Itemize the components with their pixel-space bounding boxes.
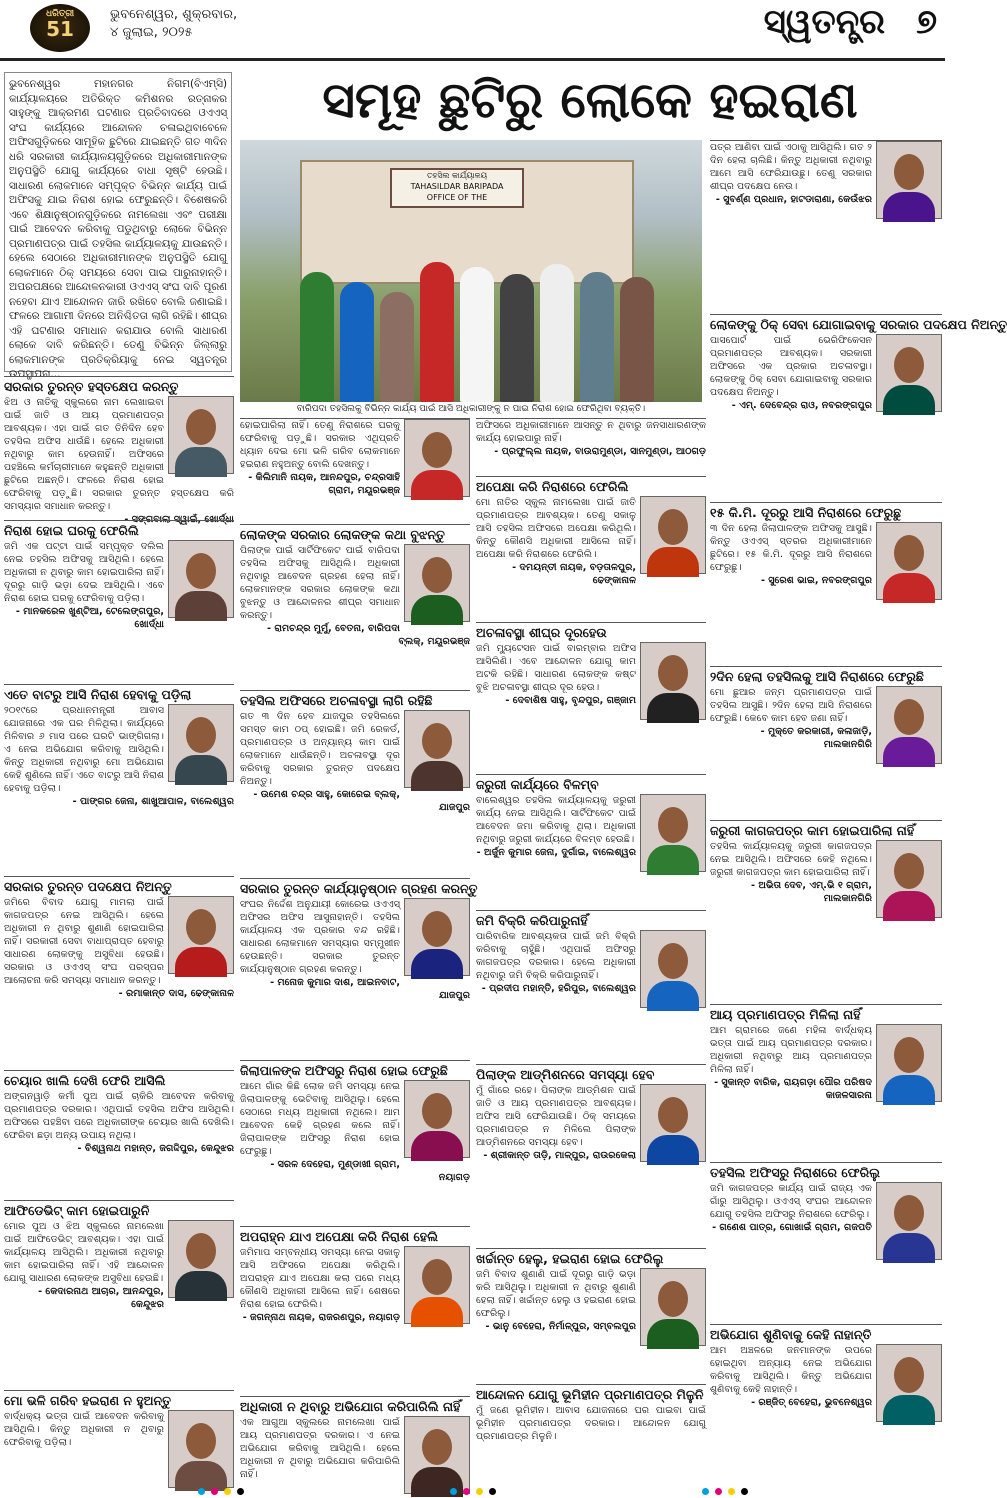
photo-caption: ବାରିପଦା ତହସିଲକୁ ବିଭିନ୍ନ କାର୍ଯ୍ୟ ପାଇଁ ଆସି ଅଧିକାରୀଙ୍କୁ ନ ପାଇ ନିରାଶ ହୋଇ ଫେରିଥିବା ବ୍ୟକ୍ତି। — [296, 404, 646, 414]
article-byline: - ମାନକରେଳ ଖୁଣ୍ଟିଆ, ଟେଲେଙ୍ଗପୁର, ଖୋର୍ଦ୍ଧା — [15, 606, 164, 630]
face — [658, 807, 688, 843]
article-byline: - ଅଭିତା ଦେବ, ଏମ୍.ଭି ୧ ଗ୍ରାମ, ମାଲକାନଗିରି — [751, 880, 872, 904]
article-body: ପାସପୋର୍ଟ ପାଇଁ ଭେରିଫିକେସନ ପ୍ରମାଣପତ୍ର ଆବଶ୍ୟକ। ସରକାରୀ ଅଫିସରେ ଏକ ପ୍ରକାର ଅଚଳାବସ୍ଥା। ଲୋକଙ୍କୁ ଠିକ୍ ସେବା ଯୋଗାଇବାକୁ ସରକାର ପଦକ୍ଷେପ ନିଅନ୍ତୁ। — [710, 335, 872, 398]
torso — [411, 470, 463, 500]
letter-article — [476, 1248, 706, 1381]
face — [186, 717, 216, 753]
face — [422, 911, 452, 947]
article-byline: - ଉମେଶ ଚନ୍ଦ୍ର ସାହୁ, କୋରେଇ ବ୍ଲକ୍, ଯାଜପୁର — [253, 789, 470, 813]
article-headline: ଆନ୍ଦୋଳନ ଯୋଗୁ ଭୂମିହୀନ ପ୍ରମାଣପତ୍ର ମିଳୁନି — [476, 1387, 704, 1402]
article-headline: ଲୋକଙ୍କୁ ଠିକ୍ ସେବା ଯୋଗାଇବାକୁ ସରକାର ପଦକ୍ଷେପ ନିଅନ୍ତୁ — [710, 317, 1007, 332]
article-body: ପାରିବାରିକ ଆବଶ୍ୟକତା ପାଇଁ ଜମି ବିକ୍ରି କରିବାକୁ ଚାହୁଁଛି। ଏଥିପାଇଁ ଅଫିସରୁ କାଗଜପତ୍ର ଦରକାର। ହେଲେ ଅଧିକାରୀ ନଥିବାରୁ ଜମି ବିକ୍ରି କରିପାରୁନାହିଁ। — [476, 931, 636, 981]
torso — [883, 1075, 935, 1105]
person-photo — [876, 334, 942, 412]
torso — [411, 761, 463, 791]
person-figure — [420, 262, 454, 402]
torso — [175, 947, 227, 977]
black-mark — [237, 1488, 244, 1495]
article-body: ମୋ ଛୁଆର ଜନ୍ମ ପ୍ରମାଣପତ୍ର ପାଇଁ ତହସିଲ ଆସୁଛି। ୨ଦିନ ହେଲା ଆସି ନିରାଶରେ ଫେରୁଛି। କେବେ କାମ ହେବ ଜଣା ନାହିଁ। — [710, 687, 872, 724]
article-body: ଗତ ୩ ଦିନ ହେବ ଯାଜପୁର ତହସିଲରେ ସମସ୍ତ କାମ ଠପ୍ ହୋଇଛି। ଜମି ରେକର୍ଡ, ପ୍ରମାଣପତ୍ର ଓ ଅନ୍ୟାନ୍ୟ କାମ ପାଇଁ ଲୋକମାନେ ଧାଉଁଛନ୍ତି। ଅଚଳାବସ୍ଥା ଦୂର କରିବାକୁ ସରକାର ତୁରନ୍ତ ପଦକ୍ଷେପ ନିଅନ୍ତୁ। — [240, 711, 400, 787]
article-headline: ସରକାର ତୁରନ୍ତ ପଦକ୍ଷେପ ନିଅନ୍ତୁ — [4, 879, 172, 894]
torso — [175, 447, 227, 477]
article-body: ଜମି କାଗଜପତ୍ର କାର୍ଯ୍ୟ ପାଇଁ ରାଜ୍ୟ ଏକ ଗାଁରୁ ଆସିଥିଲୁ। ଓଏଏସ୍ ସଂଘର ଆନ୍ଦୋଳନ ଯୋଗୁ ତହସିଲ ଅଫିସରୁ ନିରାଶରେ ଫେରିଲୁ। — [710, 1183, 872, 1220]
article-headline: ତହସିଲ ଅଫିସରୁ ନିରାଶରେ ଫେରିଲୁ — [710, 1165, 880, 1180]
article-byline: - କିଲିମାନି ନାୟକ, ଆନନ୍ଦପୁର, ଚନ୍ଦ୍ରସାହି ଗ୍ରାମ, ମୟୂରଭଞ୍ଜ — [248, 472, 400, 496]
torso — [647, 547, 699, 577]
torso — [175, 1271, 227, 1301]
article-body: ଆମ ଗ୍ରାମରେ ଜଣେ ମହିଳା ବାର୍ଦ୍ଧକ୍ୟ ଭତ୍ତା ପାଇଁ ଆୟ ପ୍ରମାଣପତ୍ର ଦରକାର। ଅଧିକାରୀ ନଥିବାରୁ ଆୟ ପ୍ରମାଣପତ୍ର ମିଳିଲା ନାହିଁ। — [710, 1025, 872, 1075]
person-photo — [404, 1416, 470, 1494]
person-photo — [168, 540, 234, 618]
registration-marks — [0, 1486, 945, 1498]
letter-article — [240, 690, 470, 875]
article-headline: ମୋ ଭଳି ଗରିବ ହଇରାଣ ନ ହୁଅନ୍ତୁ — [4, 1393, 172, 1408]
face — [658, 509, 688, 545]
letter-article — [710, 1162, 942, 1321]
torso — [647, 981, 699, 1011]
anniversary-logo — [30, 4, 90, 52]
article-body: ବାଲେଶ୍ୱର ତହସିଲ କାର୍ଯ୍ୟାଳୟକୁ ଜରୁରୀ କାର୍ଯ୍ୟ ନେଇ ଆସିଥିଲି। ସାର୍ଟିଫିକେଟ ପାଇଁ ଆବେଦନ ଜମା କରିବାକୁ ଥିଲା। ଅଧିକାରୀ ନଥିବାରୁ ଜରୁରୀ କାର୍ଯ୍ୟରେ ବିଳମ୍ବ ହେଉଛି। — [476, 795, 636, 845]
person-photo — [876, 840, 942, 918]
article-body: ସଂଘର ନିର୍ଦ୍ଦେଶ ଅନୁଯାୟୀ କୋରେଇ ଓଏଏସ୍ ଅଫିସର ଅଫିସ ଆସୁନାହାନ୍ତି। ତହସିଲ କାର୍ଯ୍ୟାଳୟ ଏକ ପ୍ରକାର ବନ୍ଦ ରହିଛି। ସାଧାରଣ ଲୋକମାନେ ସମସ୍ୟାର ସମ୍ମୁଖୀନ ହେଉଛନ୍ତି। ସରକାର ତୁରନ୍ତ କାର୍ଯ୍ୟାନୁଷ୍ଠାନ ଗ୍ରହଣ କରନ୍ତୁ। — [240, 899, 400, 975]
person-photo — [876, 522, 942, 600]
article-headline: ତହସିଲ ଅଫିସରେ ଅଚଳାବସ୍ଥା ଲାଗି ରହିଛି — [240, 693, 433, 708]
letter-article — [4, 1070, 234, 1197]
intro-story: ଭୁବନେଶ୍ୱର ମହାନଗର ନିଗମ(ବିଏମ୍ସି) କାର୍ଯ୍ୟାଳୟରେ ଅତିରିକ୍ତ କମିଶନର ରତ୍ନାକର ସାହୁଙ୍କୁ ଆକ୍ରମଣ ଘଟଣାର ପ୍ରତିବାଦରେ ଓଏଏସ୍ ସଂଘ କାର୍ଯ୍ୟରେ ଆନ୍ଦୋଳନ ଚଳାଇଥିବାବେଳେ ଅଫିସଗୁଡ଼ିକରେ ସାମୂହିକ ଛୁଟିରେ ଯାଇଛନ୍ତି ଗତ ୩ଦିନ ଧରି ସରକାରୀ କାର୍ଯ୍ୟାଳୟଗୁଡ଼ିକରେ ଅଧିକାରୀମାନଙ୍କ ଅନୁପସ୍ଥିତି ଯୋଗୁ କାର୍ଯ୍ୟରେ ବାଧା ସୃଷ୍ଟି ହେଉଛି। ସାଧାରଣ ଲୋକମାନେ ସମ୍ପୃକ୍ତ ବିଭିନ୍ନ କାର୍ଯ୍ୟ ପାଇଁ ଅଫିସକୁ ଯାଇ ନିରାଶ ହୋଇ ଫେରୁଛନ୍ତି। ବିଶେଷକରି ଏବେ ଶିକ୍ଷାନୁଷ୍ଠାନଗୁଡ଼ିକରେ ନାମଲେଖା ଏବଂ ପରୀକ୍ଷା ପାଇଁ ଆବେଦନ କରିବାକୁ ପଡୁଥିବାରୁ ଲୋକେ ବିଭିନ୍ନ ପ୍ରମାଣପତ୍ର ପାଇଁ ତହସିଲ କାର୍ଯ୍ୟାଳୟକୁ ଯାଉଛନ୍ତି। ହେଲେ ସେଠାରେ ଅଧିକାରୀମାନଙ୍କ ଅନୁପସ୍ଥିତି ଯୋଗୁ ଲୋକମାନେ ଠିକ୍ ସମୟରେ ସେବା ପାଇ ପାରୁନାହାନ୍ତି। ଅପରପକ୍ଷରେ ଆନ୍ଦୋଳନକାରୀ ଓଏଏସ୍ ସଂଘ ଦାବି ପୂରଣ ନହେବା ଯାଏ ଆନ୍ଦୋଳନ ଜାରି ରଖିବେ ବୋଲି ଜଣାଇଛି। ଫଳରେ ଆଗାମୀ ଦିନରେ ଅନିଶ୍ଚିତତା ଲାଗି ରହିଛି। ଶୀଘ୍ର ଏହି ଘଟଣାର ସମାଧାନ କରାଯାଉ ବୋଲି ସାଧାରଣ ଲୋକେ ଦାବି କରିଛନ୍ତି। ତେଣୁ ବିଭିନ୍ନ ଜିଲ୍ଲାରୁ ଲୋକମାନଙ୍କ ପ୍ରତିକ୍ରିୟାକୁ ନେଇ ସ୍ୱତନ୍ତ୍ର ଉପସ୍ଥାପନା... — [4, 72, 232, 372]
article-body: ଜମିରେ ବିବାଦ ଯୋଗୁ ମାମଲା ପାଇଁ କାଗଜପତ୍ର ନେଇ ଆସିଥିଲି। ହେଲେ ଅଧିକାରୀ ନ ଥିବାରୁ ଶୁଣାଣି ହୋଇପାରିଲା ନାହିଁ। ସରକାରୀ ସେବା ବାଧାପ୍ରାପ୍ତ ହେବାରୁ ସାଧାରଣ ଲୋକଙ୍କୁ ଅସୁବିଧା ହେଉଛି। ସରକାର ଓ ଓଏଏସ୍ ସଂଘ ପରସ୍ପର ଆଲୋଚନା କରି ସମସ୍ୟା ସମାଧାନ କରନ୍ତୁ। — [4, 897, 164, 986]
face — [422, 1093, 452, 1129]
article-body: ହୋଇପାରିଲା ନାହିଁ। ତେଣୁ ନିରାଶରେ ଘରକୁ ଫେରିବାକୁ ପଡ଼ୁଛି। ସରକାର ଏଥିପ୍ରତି ଧ୍ୟାନ ଦେଇ ମୋ ଭଳି ଗରିବ ଲୋକମାନେ ହଇରାଣ ନହୁଅନ୍ତୁ ବୋଲି ଦେଖନ୍ତୁ। — [240, 420, 400, 470]
letter-article — [4, 876, 234, 1067]
article-headline: ଖର୍ଚ୍ଚାନ୍ତ ହେଲୁ, ହଇରାଣ ହୋଇ ଫେରିଲୁ — [476, 1251, 664, 1266]
article-body: ପତ୍ର ଆଣିବା ପାଇଁ ଏଠାକୁ ଆସିଥିଲି। ଗତ ୨ ଦିନ ହେଲା ଚାଲିଛି। କିନ୍ତୁ ଅଧିକାରୀ ନଥିବାରୁ ଆମେ ଆସି ଫେରିଯାଉଛୁ। ତେଣୁ ସରକାର ଶୀଘ୍ର ପଦକ୍ଷେପ ନେଉ। — [710, 142, 872, 192]
article-byline: - ଭାନୁ ବେହେରା, ନିର୍ମାଳ୍ପୁର, ସମ୍ବଲପୁର — [485, 1321, 636, 1332]
article-body: ଅଙ୍ଗନୱାଡ଼ି କର୍ମୀ ପୁଅ ପାଇଁ ଚାକିରି ଆବେଦନ କରିବାକୁ ପ୍ରମାଣପତ୍ର ଦରକାର। ଏଥିପାଇଁ ତହସିଲ ଅଫିସ ଆସିଥିଲି। ଅଫିସରେ ପହଞ୍ଚିବା ପରେ ଅଧିକାରୀଙ୍କ ଚେୟାର ଖାଲି ଦେଖିଲି। ଫେରିବା ଛଡ଼ା ଅନ୍ୟ ଉପାୟ ନଥିଲା। — [4, 1091, 234, 1141]
magenta-mark — [211, 1488, 218, 1495]
group-of-people — [240, 252, 702, 402]
article-headline: ସରକାର ତୁରନ୍ତ ହସ୍ତକ୍ଷେପ କରନ୍ତୁ — [4, 379, 179, 394]
article-body: ମୁଁ ଗାଁରେ ରହେ। ପିଲାଙ୍କ ଆଡ୍ମିଶନ ପାଇଁ ଜାତି ଓ ଆୟ ପ୍ରମାଣପତ୍ର ଆବଶ୍ୟକ। ଅଫିସ ଆସି ଫେରିଯାଉଛି। ଠିକ୍ ସମୟରେ ପ୍ରମାଣପତ୍ର ନ ମିଳିଲେ ପିଲାଙ୍କ ଆଡ୍ମିଶନରେ ସମସ୍ୟା ହେବ। — [476, 1085, 636, 1148]
article-headline: ଆଫିଡେଭିଟ୍ କାମ ହୋଇପାରୁନି — [4, 1203, 150, 1218]
article-headline: ଜିଲାପାଳଙ୍କ ଅଫିସରୁ ନିରାଶ ହୋଇ ଫେରୁଛି — [240, 1063, 448, 1078]
logo-number: 51 — [46, 17, 74, 41]
person-photo — [404, 898, 470, 976]
person-figure — [580, 272, 614, 402]
article-byline: - ଶ୍ରୀକାନ୍ତ ତାଡ଼ି, ମାଳ୍ପୁର, ରାଉରକେଲା — [483, 1150, 636, 1161]
letter-article — [4, 684, 234, 873]
torso — [175, 755, 227, 785]
article-body: ୩ ଦିନ ହେଲା ଜିଲାପାଳଙ୍କ ଅଫିସକୁ ଆସୁଛି। କିନ୍ତୁ ଓଏଏସ୍ ସ୍ତରର ଅଧିକାରୀମାନେ ଛୁଟିରେ। ୧୫ କି.ମି. ଦୂରରୁ ଆସି ନିରାଶରେ ଫେରୁଛୁ। — [710, 523, 872, 573]
face — [186, 409, 216, 445]
article-byline: - ସୁରେଶ ଭାଇ, ନବରଙ୍ଗପୁର — [760, 575, 872, 586]
letter-article — [4, 376, 234, 525]
person-figure — [620, 277, 654, 402]
logo-title: ଧରିତ୍ରୀ — [45, 9, 75, 19]
article-headline: ଲୋକଙ୍କ ସରକାର ଲୋକଙ୍କ କଥା ବୁଝନ୍ତୁ — [240, 527, 445, 542]
face — [658, 655, 688, 691]
torso — [883, 1395, 935, 1425]
letter-article — [710, 666, 942, 817]
torso — [175, 591, 227, 621]
person-photo — [876, 1344, 942, 1422]
article-body: ମୋର ପୁଅ ଓ ଝିଅ ସ୍କୁଲରେ ନାମଲେଖା ପାଇଁ ଆଫିଡେଭିଟ୍ ଆବଶ୍ୟକ। ଏହା ପାଇଁ କାର୍ଯ୍ୟାଳୟ ଆସିଥିଲି। ଅଧିକାରୀ ନଥିବାରୁ କାମ ହୋଇପାରିଲା ନାହିଁ। ଏହି ଆନ୍ଦୋଳନ ଯୋଗୁ ସାଧାରଣ ଲୋକଙ୍କ ଅସୁବିଧା ହେଉଛି। — [4, 1221, 164, 1284]
letter-article — [240, 1060, 470, 1223]
article-byline: - ଦମୟନ୍ତୀ ନାୟକ, ବଡ଼ତାଳପୁର, ଢେଙ୍କାନାଳ — [512, 562, 636, 586]
torso — [647, 845, 699, 875]
article-body: ଆମ ଅଞ୍ଚଳରେ ଜନମାନଙ୍କ ଉପରେ ହୋଇଥିବା ଅନ୍ୟାୟ ନେଇ ଅଭିଯୋଗ କରିବାକୁ ଆସିଥିଲି। କିନ୍ତୁ ଅଭିଯୋଗ ଶୁଣିବାକୁ କେହି ନାହାନ୍ତି। — [710, 1345, 872, 1395]
article-body: ଜମି ବିବାଦ ଶୁଣାଣି ପାଇଁ ଦୂରରୁ ଗାଡ଼ି ଭଡ଼ା କରି ଆସିଥିଲୁ। ଅଧିକାରୀ ନ ଥିବାରୁ ଶୁଣାଣି ହେଲା ନାହିଁ। ଖର୍ଚ୍ଚାନ୍ତ ହେଲୁ ଓ ହଇରାଣ ହୋଇ ଫେରିଲୁ। — [476, 1269, 636, 1319]
person-photo — [168, 1410, 234, 1488]
letter-article — [710, 314, 1007, 499]
article-byline: - ପ୍ରଫୁଲ୍ଲ ନାୟକ, ବାଉରାମୁଣ୍ଡା, ସାନମୁଣ୍ଡା, ଆଠଗଡ଼ — [494, 446, 706, 457]
face — [186, 909, 216, 945]
torso — [411, 1131, 463, 1161]
article-byline: - ପ୍ରଦୀପ ମହାନ୍ତି, ହରିପୁର, ବାଲେଶ୍ୱର — [481, 983, 636, 994]
letter-article — [710, 502, 942, 663]
article-body: ପିଲାଙ୍କ ପାଇଁ ସାର୍ଟିଫିକେଟ ପାଇଁ ବାରିପଦା ତହସିଲ ଅଫିସକୁ ଆସିଥିଲି। ଅଧିକାରୀ ନଥିବାରୁ ଆବେଦନ ଗ୍ରହଣ ହେଲା ନାହିଁ। ଲୋକମାନଙ୍କ ସରକାର ଲୋକଙ୍କ କଥା ବୁଝନ୍ତୁ ଓ ଆନ୍ଦୋଳନର ଶୀଘ୍ର ସମାଧାନ କରନ୍ତୁ। — [240, 545, 400, 621]
article-body: ମୋ ନାତିର ସ୍କୁଲ ନାମଲେଖା ପାଇଁ ଜାତି ପ୍ରମାଣପତ୍ର ଆବଶ୍ୟକ। ତେଣୁ ସକାଳୁ ଆସି ତହସିଲ ଅଫିସରେ ଅପେକ୍ଷା କରିଥିଲି। କିନ୍ତୁ କୌଣସି ଅଧିକାରୀ ଆସିଲେ ନାହିଁ। ଅପେକ୍ଷା କରି ନିରାଶରେ ଫେରିଲି। — [476, 497, 636, 560]
lead-photo — [240, 140, 702, 402]
letter-article — [4, 1200, 234, 1387]
torso — [647, 1135, 699, 1165]
article-headline: ଅପରାହ୍ନ ଯାଏ ଅପେକ୍ଷା କରି ନିରାଶ ହେଲି — [240, 1229, 438, 1244]
letter-article — [240, 418, 470, 521]
letter-article — [240, 1226, 470, 1393]
torso — [883, 573, 935, 603]
article-body: ଅଫିସରେ ଅଧିକାରୀମାନେ ଆସନ୍ତୁ ନ ଥିବାରୁ ଜନସାଧାରଣଙ୍କ କାର୍ଯ୍ୟ ହୋଇପାରୁ ନାହିଁ। — [476, 420, 706, 444]
torso — [883, 891, 935, 921]
person-photo — [640, 1268, 706, 1346]
letter-article — [476, 418, 706, 473]
letter-article — [4, 1390, 234, 1485]
article-byline: - ମୁକ୍ତେ କରକାରୀ, କଳାଜାଡ଼ି, ମାଲକାନଗିରି — [760, 726, 872, 750]
person-photo — [404, 1080, 470, 1158]
face — [186, 553, 216, 589]
face — [894, 535, 924, 571]
article-body: ଆମେ ଗାଁର କିଛି ଲୋକ ଜମି ସମସ୍ୟା ନେଇ ଜିଲାପାଳଙ୍କୁ ଭେଟିବାକୁ ଆସିଥିଲୁ। ହେଲେ ସେଠାରେ ମଧ୍ୟ ଅଧିକାରୀ ନଥିଲେ। ଆମ ଆବେଦନ କେହି ଗ୍ରହଣ କଲେ ନାହିଁ। ଜିଲାପାଳଙ୍କ ଅଫିସରୁ ନିରାଶ ହୋଇ ଫେରୁଛୁ। — [240, 1081, 400, 1157]
article-body: ଏକ ଆଗୁଆ ସ୍କୁଲରେ ନାମଲେଖା ପାଇଁ ଆୟ ପ୍ରମାଣପତ୍ର ଦରକାର। ଏ ନେଇ ଅଭିଯୋଗ କରିବାକୁ ଆସିଥିଲି। ହେଲେ ଅଧିକାରୀ ନ ଥିବାରୁ ଅଭିଯୋଗ କରିପାରିଲି ନାହିଁ। — [240, 1417, 400, 1480]
letter-article — [710, 820, 942, 1001]
person-photo — [168, 704, 234, 782]
face — [894, 347, 924, 383]
letter-article — [4, 520, 234, 681]
article-byline: - ସୁବର୍ଣ୍ଣ ପ୍ରଧାନ, ହାଟଡାରାଣା, କେଉଁଝର — [715, 194, 872, 205]
letter-article — [710, 140, 942, 311]
magenta-mark — [463, 1488, 470, 1495]
person-figure — [380, 292, 414, 402]
article-headline: ସରକାର ତୁରନ୍ତ କାର୍ଯ୍ୟାନୁଷ୍ଠାନ ଗ୍ରହଣ କରନ୍ତୁ — [240, 881, 478, 896]
person-photo — [404, 1246, 470, 1324]
torso — [647, 693, 699, 723]
person-photo — [640, 642, 706, 720]
page-number: ୭ — [916, 2, 937, 42]
torso — [411, 1297, 463, 1327]
letter-article — [476, 774, 706, 907]
article-byline: - ସୁକାନ୍ତ ବାରିକ, ରାୟଗଡ଼ା ପୌର ପରିଷଦ କାଜଳସାରନା — [714, 1077, 872, 1101]
article-byline: - ରମାକାନ୍ତ ଦାସ, ଢେଙ୍କାନାଳ — [118, 988, 234, 999]
person-photo — [404, 544, 470, 622]
article-byline: - ପାଙ୍ଗର ଜେନା, ଶାଖୁଆପାଳ, ବାଲେଶ୍ୱର — [72, 796, 234, 807]
article-byline: - ଅର୍ଜୁନ କୁମାର ଜେନା, ଦୁର୍ଗାଇ, ବାଲେଶ୍ୱର — [476, 847, 636, 858]
article-byline: - ସଙ୍ଗବାଲା ସ୍ୱାଇଁ, ଖୋର୍ଦ୍ଧା — [124, 514, 234, 525]
article-body: ତହସିଲ କାର୍ଯ୍ୟାଳୟକୁ ଜରୁରୀ କାଗଜପତ୍ର ନେଇ ଆସିଥିଲି। ଅଫିସରେ କେହି ନଥିଲେ। ଜରୁରୀ କାଗଜପତ୍ର କାମ ହୋଇପାରିଲା ନାହିଁ। — [710, 841, 872, 878]
article-headline: ଅଭିଯୋଗ ଶୁଣିବାକୁ କେହି ନାହାନ୍ତି — [710, 1327, 872, 1342]
letter-article — [476, 1384, 706, 1487]
person-figure — [460, 267, 494, 402]
yellow-mark — [728, 1488, 735, 1495]
cyan-mark — [450, 1488, 457, 1495]
face — [894, 1037, 924, 1073]
torso — [883, 385, 935, 415]
face — [894, 154, 924, 190]
article-headline: ଆୟ ପ୍ରମାଣପତ୍ର ମିଳିଲା ନାହିଁ — [710, 1007, 861, 1022]
torso — [883, 1233, 935, 1263]
person-figure — [500, 274, 534, 402]
masthead — [0, 0, 945, 61]
person-photo — [640, 794, 706, 872]
face — [422, 557, 452, 593]
magenta-mark — [715, 1488, 722, 1495]
cyan-mark — [702, 1488, 709, 1495]
letter-article — [476, 1064, 706, 1245]
person-photo — [876, 1182, 942, 1260]
torso — [411, 949, 463, 979]
article-body: ୨୦୧୯ରେ ପ୍ରଧାନମନ୍ତ୍ରୀ ଆବାସ ଯୋଜନାରେ ଏକ ଘର ମିଳିଥିଲା। କାର୍ଯ୍ୟରେ ମିଳିବାର ୬ ମାସ ପରେ ଘରଟି ଭାଙ୍ଗିଗଲା। ଏ ନେଇ ଅଭିଯୋଗ କରିବାକୁ ଆସିଥିଲି। କିନ୍ତୁ ଅଧିକାରୀ ନଥିବାରୁ ମୋ ଅଭିଯୋଗ କେହି ଶୁଣିଲେ ନାହିଁ। ଏତେ ବାଟରୁ ଆସି ନିରାଶ ହେବାକୁ ପଡ଼ିଲା। — [4, 705, 164, 794]
article-byline: - ଜଗନ୍ନାଥ ନାୟକ, ରାଜରଣପୁର, ନୟାଗଡ଼ — [242, 1312, 400, 1323]
article-headline: ୨ଦିନ ହେଲା ତହସିଲକୁ ଆସି ନିରାଶରେ ଫେରୁଛି — [710, 669, 924, 684]
face — [422, 723, 452, 759]
letter-article — [240, 1396, 470, 1487]
yellow-mark — [224, 1488, 231, 1495]
article-body: ବାର୍ଦ୍ଧକ୍ୟ ଭତ୍ତା ପାଇଁ ଆବେଦନ କରିବାକୁ ଆସିଥିଲି। କିନ୍ତୁ ଅଧିକାରୀ ନ ଥିବାରୁ ଫେରିବାକୁ ପଡ଼ିଲା। — [4, 1411, 164, 1448]
letter-article — [476, 910, 706, 1061]
person-photo — [168, 896, 234, 974]
article-headline: ଜମି ବିକ୍ରି କରିପାରୁନାହିଁ — [476, 913, 588, 928]
article-body: ମୁଁ ଜଣେ ଭୂମିହୀନ। ଆବାସ ଯୋଜନାରେ ଘର ପାଇବା ପାଇଁ ଭୂମିହୀନ ପ୍ରମାଣପତ୍ର ଦରକାର। ଆନ୍ଦୋଳନ ଯୋଗୁ ପ୍ରମାଣପତ୍ର ମିଳୁନି। — [476, 1405, 706, 1442]
face — [894, 1357, 924, 1393]
section-name: ସ୍ୱତନ୍ତ୍ର — [763, 2, 885, 42]
article-byline: - ବିଶ୍ୱନାଥ ମହାନ୍ତ, ଜଗଦ୍ଦିପୁର, କେନ୍ଦୁଝର — [77, 1143, 234, 1154]
person-photo — [640, 930, 706, 1008]
article-byline: - ମନୋଜ କୁମାର ଦାଶ, ଆଇନବାଟ, ଯାଜପୁର — [270, 977, 470, 1001]
yellow-mark — [476, 1488, 483, 1495]
face — [894, 853, 924, 889]
face — [658, 1097, 688, 1133]
letter-article — [710, 1324, 942, 1487]
face — [186, 1423, 216, 1459]
black-mark — [489, 1488, 496, 1495]
article-byline: - ରାମଚନ୍ଦ୍ର ମୁର୍ମୁ, ବେତନା, ବାରିପଦା ବ୍ଲକ୍, ମୟୂରଭଞ୍ଜ — [267, 623, 470, 647]
article-headline: ୧୫ କି.ମି. ଦୂରରୁ ଆସି ନିରାଶରେ ଫେରୁଛୁ — [710, 505, 902, 520]
face — [658, 943, 688, 979]
article-byline: - ଦେବାଶିଷ ସାହୁ, ବୃନ୍ଦପୁର, ଗଞ୍ଜାମ — [505, 695, 636, 706]
person-photo — [640, 1084, 706, 1162]
face — [422, 432, 452, 468]
letter-article — [710, 1004, 942, 1159]
torso — [647, 1319, 699, 1349]
person-photo — [876, 141, 942, 219]
letter-article — [240, 878, 478, 1057]
article-body: ଜମି ଏକ ପଟ୍ଟା ପାଇଁ ସମ୍ପୃକ୍ତ ଦଲିଲ ନେଇ ତହସିଲ ଅଫିସକୁ ଆସିଥିଲି। ହେଲେ ଅଧିକାରୀ ନ ଥିବାରୁ କାମ ହୋଇପାରିଲା ନାହିଁ। ଦୂରରୁ ଗାଡ଼ି ଭଡ଼ା ଦେଇ ଆସିଥିଲି। ଏବେ ନିରାଶ ହୋଇ ଘରକୁ ଫେରିବାକୁ ପଡ଼ିଲା। — [4, 541, 164, 604]
person-photo — [168, 1220, 234, 1298]
article-byline: - ସରଳ ଦେହେରା, ମୁଣ୍ଡାଖୀ ଗ୍ରାମ, ନୟାଗଡ଼ — [270, 1159, 470, 1183]
face — [658, 1281, 688, 1317]
article-headline: ଅଚଳାବସ୍ଥା ଶୀଘ୍ର ଦୂରହେଉ — [476, 625, 607, 640]
article-headline: ପିଲାଙ୍କ ଆଡ୍ମିଶନରେ ସମସ୍ୟା ହେବ — [476, 1067, 655, 1082]
article-byline: - ଗଣେଶ ପାତ୍ର, ଗୋଖାଇଁ ଗ୍ରାମ, ଗଜପତି — [712, 1222, 872, 1233]
face — [186, 1233, 216, 1269]
article-headline: ଜରୁରୀ କାଗଜପତ୍ର କାମ ହୋଇପାରିଲା ନାହିଁ — [710, 823, 915, 838]
article-body: ଝିଅ ଓ ନାତିକୁ ସ୍କୁଲରେ ନାମ ଲେଖାଇବା ପାଇଁ ଜାତି ଓ ଆୟ ପ୍ରମାଣପତ୍ର ଆବଶ୍ୟକ। ଏହା ପାଇଁ ଗତ ତିନିଦିନ ହେବ ତହସିଲ ଅଫିସ ଧାଉଁଛି। ହେଲେ ଅଧିକାରୀ ନଥିବାରୁ କାମ ହେଉନାହିଁ। ଅଫିସରେ ପହଞ୍ଚିଲେ କର୍ମଚାରୀମାନେ କହୁଛନ୍ତି ଅଧିକାରୀ ଛୁଟିରେ ଅଛନ୍ତି। ଫଳରେ ନିରାଶ ହୋଇ ଫେରିବାକୁ ପଡ଼ୁଛି। ସରକାର ତୁରନ୍ତ ହସ୍ତକ୍ଷେପ କରି ସମସ୍ୟାର ସମାଧାନ କରନ୍ତୁ। — [4, 397, 234, 512]
article-headline: ଚେୟାର ଖାଲି ଦେଖି ଫେରି ଆସିଲି — [4, 1073, 166, 1088]
person-figure — [540, 264, 574, 402]
face — [894, 699, 924, 735]
letter-article — [476, 622, 706, 771]
cyan-mark — [198, 1488, 205, 1495]
person-figure — [340, 282, 374, 402]
article-headline: ନିରାଶ ହୋଇ ଘରକୁ ଫେରିଲି — [4, 523, 139, 538]
person-photo — [168, 396, 234, 474]
person-photo — [640, 496, 706, 574]
face — [894, 1195, 924, 1231]
torso — [411, 595, 463, 625]
dateline: ଭୁବନେଶ୍ୱର, ଶୁକ୍ରବାର, ୪ ଜୁଲାଇ, ୨୦୨୫ — [110, 7, 238, 40]
black-mark — [741, 1488, 748, 1495]
person-figure — [300, 272, 334, 402]
article-body: ଜମିମାପ ସମ୍ବନ୍ଧୀୟ ସମସ୍ୟା ନେଇ ସକାଳୁ ଆସି ଅଫିସରେ ଅପେକ୍ଷା କରିଥିଲି। ଅପରାହ୍ନ ଯାଏ ଅପେକ୍ଷା କଲା ପରେ ମଧ୍ୟ କୌଣସି ଅଧିକାରୀ ଆସିଲେ ନାହିଁ। ଶେଷରେ ନିରାଶ ହୋଇ ଫେରିଲି। — [240, 1247, 400, 1310]
banner-headline: ସମୂହ ଛୁଟିରୁ ଲୋକେ ହଇରାଣ — [322, 70, 858, 129]
person-photo — [404, 419, 470, 497]
person-photo — [404, 710, 470, 788]
article-byline: - କେଦାରନାଥ ଆଚାର, ଆନନ୍ଦପୁର, କେନ୍ଦୁଝର — [38, 1286, 164, 1310]
article-byline: - ଏମ୍. ଦେବେନ୍ଦ୍ର ରାଓ, ନବରଙ୍ଗପୁର — [731, 400, 872, 411]
person-photo — [876, 1024, 942, 1102]
article-headline: ଅଧିକାରୀ ନ ଥିବାରୁ ଅଭିଯୋଗ କରିପାରିଲି ନାହିଁ — [240, 1399, 461, 1414]
torso — [883, 737, 935, 767]
torso — [883, 192, 935, 222]
article-body: ଜମି ମ୍ୟୁଟେସନ ପାଇଁ ବାରମ୍ବାର ଅଫିସ ଆସିଲିଣି। ଏବେ ଆନ୍ଦୋଳନ ଯୋଗୁ କାମ ଅଟକି ରହିଛି। ସାଧାରଣ ଲୋକଙ୍କ କଷ୍ଟ ବୁଝି ଅଚଳାବସ୍ଥା ଶୀଘ୍ର ଦୂର ହେଉ। — [476, 643, 636, 693]
article-headline: ଅପେକ୍ଷା କରି ନିରାଶରେ ଫେରିଲି — [476, 479, 629, 494]
face — [422, 1429, 452, 1465]
article-headline: ଏତେ ବାଟରୁ ଆସି ନିରାଶ ହେବାକୁ ପଡ଼ିଲା — [4, 687, 192, 702]
person-photo — [876, 686, 942, 764]
article-headline: ଜରୁରୀ କାର୍ଯ୍ୟରେ ବିଳମ୍ବ — [476, 777, 599, 792]
letter-article — [240, 524, 470, 687]
face — [422, 1259, 452, 1295]
letter-article — [476, 476, 706, 619]
article-byline: - ରଞ୍ଜିତ୍ ବେହେରା, ଭୁବନେଶ୍ୱର — [751, 1397, 872, 1408]
office-signboard: ତହସିଲ କାର୍ଯ୍ୟାଳୟ TAHASILDAR BARIPADA OFFICE OF THE — [390, 168, 524, 208]
